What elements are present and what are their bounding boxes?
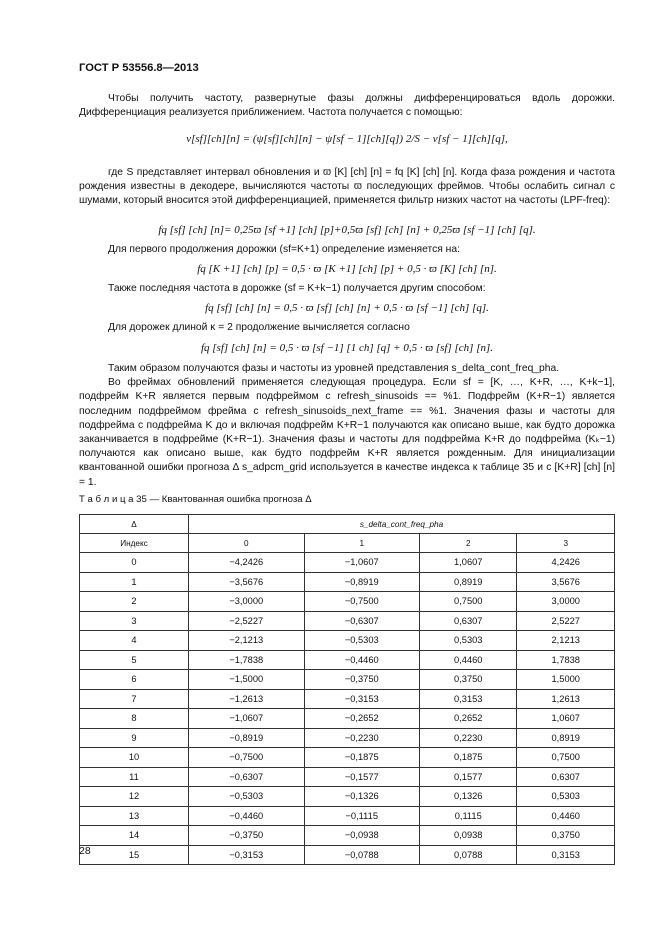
col-header: 3 <box>517 534 615 553</box>
table-cell: 7 <box>80 689 189 709</box>
table-cell: 0,0938 <box>420 826 517 846</box>
col-header: 1 <box>304 534 420 553</box>
table-cell: 2 <box>80 592 189 612</box>
table-cell: 0,4460 <box>517 806 615 826</box>
table-cell: −0,7500 <box>304 592 420 612</box>
table-cell: −1,2613 <box>189 689 305 709</box>
table-row <box>80 728 615 748</box>
paragraph-6 <box>79 362 615 490</box>
table-row <box>80 748 615 768</box>
table-cell: 0,2230 <box>420 728 517 748</box>
paragraph-2 <box>79 166 615 209</box>
table-cell: 0,1875 <box>420 748 517 768</box>
table-cell: 0,3153 <box>517 845 615 865</box>
table-cell: −0,1875 <box>304 748 420 768</box>
table-cell: 0,7500 <box>517 748 615 768</box>
table-cell: 2,1213 <box>517 631 615 651</box>
table-cell: −0,4460 <box>189 806 305 826</box>
table-cell: −1,0607 <box>304 553 420 573</box>
table-cell: −1,5000 <box>189 670 305 690</box>
page-number: 28 <box>79 845 91 857</box>
table-cell: −0,3750 <box>304 670 420 690</box>
table-cell: 0,3750 <box>420 670 517 690</box>
table-cell: −1,7838 <box>189 650 305 670</box>
paragraph-text: Таким образом получаются фазы и частоты из уровней представления s_delta_cont_freq_pha. <box>108 363 560 374</box>
quantized-error-table <box>79 514 615 865</box>
col-header: 0 <box>189 534 305 553</box>
table-cell: −3,5676 <box>189 572 305 592</box>
table-row <box>80 787 615 807</box>
table-cell: 4,2426 <box>517 553 615 573</box>
paragraph-text: Для первого продолжения дорожки (sf=K+1) определение изменяется на: <box>108 244 460 255</box>
table-row <box>80 592 615 612</box>
table-cell: 1,7838 <box>517 650 615 670</box>
table-cell: 0,0788 <box>420 845 517 865</box>
table-cell: 14 <box>80 826 189 846</box>
table-cell: −0,7500 <box>189 748 305 768</box>
table-row <box>80 806 615 826</box>
table-row <box>80 689 615 709</box>
paragraph-5 <box>79 321 615 335</box>
table-cell: −0,8919 <box>304 572 420 592</box>
table-cell: 1,0607 <box>517 709 615 729</box>
paragraph-text: где S представляет интервал обновления и ϖ [K] [ch] [n] = fq [K] [ch] [n]. Когда фаза рождения и частота рождения известны в декодере, вычисляются частоты ϖ последующих фреймов. Чтобы ослабить сигнал с шумами, который вносится этой дифференциацией, применяется фильтр низких частот на частоты (LPF-freq): <box>79 167 615 207</box>
table-cell: 0,4460 <box>420 650 517 670</box>
paragraph-4 <box>79 282 615 296</box>
document-header: ГОСТ Р 53556.8—2013 <box>79 62 199 74</box>
table-cell: 4 <box>80 631 189 651</box>
table-cell: 0,5303 <box>420 631 517 651</box>
table-cell: 1 <box>80 572 189 592</box>
table-cell: −0,0788 <box>304 845 420 865</box>
table-cell: −0,1326 <box>304 787 420 807</box>
table-cell: 0 <box>80 553 189 573</box>
delta-header: Δ <box>80 515 189 534</box>
table-cell: −0,4460 <box>304 650 420 670</box>
table-cell: 12 <box>80 787 189 807</box>
table-cell: 0,7500 <box>420 592 517 612</box>
table-cell: 0,1326 <box>420 787 517 807</box>
table-cell: 0,8919 <box>517 728 615 748</box>
table-cell: 1,5000 <box>517 670 615 690</box>
paragraph-text: Во фреймах обновлений применяется следующая процедура. Если sf = [K, …, K+R, …, K+k−1], подфрейм K+R является первым подфреймом с refresh_sinusoids == %1. Подфрейм (K+R−1) является последним подфреймом фрейма с refresh_sinusoids_next_frame == %1. Значения фазы и частоты для подфрейма с подфрейма K до и включая подфрейм K+R−1 получаются как описано выше, как будто дорожка заканчивается в подфрейме (K+R−1). Значения фазы и частоты для подфрейма K+R до подфрейма (Kₖ−1) получаются как описано выше, как будто подфрейм K+R является рожденным. Для инициализации квантованной ошибки прогноза Δ s_adpcm_grid используется в качестве индекса к таблице 35 и с [K+R] [ch] [n] = 1. <box>79 377 615 488</box>
table-cell: 1,0607 <box>420 553 517 573</box>
table-cell: −0,3153 <box>304 689 420 709</box>
table-row <box>80 767 615 787</box>
table-cell: 0,1115 <box>420 806 517 826</box>
table-cell: 15 <box>80 845 189 865</box>
table-cell: 9 <box>80 728 189 748</box>
formula-lpf: fq [sf] [ch] [n]= 0,25ϖ [sf +1] [ch] [p]+0,5ϖ [sf] [ch] [n] + 0,25ϖ [sf −1] [ch] [q]. <box>158 224 536 236</box>
table-cell: −0,6307 <box>304 611 420 631</box>
table-cell: 0,3153 <box>420 689 517 709</box>
table-row <box>80 845 615 865</box>
table-row <box>80 611 615 631</box>
table-cell: 5 <box>80 650 189 670</box>
table-cell: −0,1115 <box>304 806 420 826</box>
col-header: 2 <box>420 534 517 553</box>
paragraph-text: Чтобы получить частоту, развернутые фазы должны дифференцироваться вдоль дорожки. Дифференциация реализуется приближением. Частота получается с помощью: <box>79 93 615 119</box>
formula-last-frequency: fq [sf] [ch] [n] = 0,5 · ϖ [sf] [ch] [n] + 0,5 · ϖ [sf −1] [ch] [q]. <box>205 302 489 314</box>
table-row <box>80 572 615 592</box>
table-cell: 0,6307 <box>517 767 615 787</box>
formula-short-track: fq [sf] [ch] [n] = 0,5 · ϖ [sf −1] [1 ch] [q] + 0,5 · ϖ [sf] [ch] [n]. <box>200 342 494 354</box>
paragraph-3 <box>79 243 615 257</box>
table-cell: −0,2652 <box>304 709 420 729</box>
table-caption: Т а б л и ц а 35 — Квантованная ошибка прогноза Δ <box>79 494 312 505</box>
table-cell: −0,6307 <box>189 767 305 787</box>
table-cell: −3,0000 <box>189 592 305 612</box>
table-cell: 11 <box>80 767 189 787</box>
paragraph-text: Для дорожек длиной κ = 2 продолжение вычисляется согласно <box>108 322 410 333</box>
table-cell: 3,0000 <box>517 592 615 612</box>
table-cell: −0,2230 <box>304 728 420 748</box>
table-cell: 3 <box>80 611 189 631</box>
table-cell: 1,2613 <box>517 689 615 709</box>
table-cell: −1,0607 <box>189 709 305 729</box>
table-cell: 0,1577 <box>420 767 517 787</box>
table-cell: −0,1577 <box>304 767 420 787</box>
table-cell: 0,8919 <box>420 572 517 592</box>
formula-first-continuation: fq [K +1] [ch] [p] = 0,5 · ϖ [K +1] [ch] [p] + 0,5 · ϖ [K] [ch] [n]. <box>197 263 497 275</box>
table-row <box>80 709 615 729</box>
table-row <box>80 650 615 670</box>
table-cell: −0,3750 <box>189 826 305 846</box>
table-cell: −2,1213 <box>189 631 305 651</box>
table-cell: 2,5227 <box>517 611 615 631</box>
table-cell: −0,0938 <box>304 826 420 846</box>
table-cell: 0,3750 <box>517 826 615 846</box>
table-cell: 0,2652 <box>420 709 517 729</box>
table-row <box>80 670 615 690</box>
table-cell: −0,5303 <box>304 631 420 651</box>
table-cell: 6 <box>80 670 189 690</box>
formula-frequency: v[sf][ch][n] = (ψ[sf][ch][n] − ψ[sf − 1][ch][q]) 2/S − v[sf − 1][ch][q], <box>186 133 508 145</box>
table-cell: 0,6307 <box>420 611 517 631</box>
table-cell: 8 <box>80 709 189 729</box>
paragraph-1 <box>79 92 615 120</box>
table-row <box>80 631 615 651</box>
table-row <box>80 553 615 573</box>
table-cell: −2,5227 <box>189 611 305 631</box>
table-row <box>80 826 615 846</box>
table-cell: 10 <box>80 748 189 768</box>
group-header: s_delta_cont_freq_pha <box>189 515 615 534</box>
paragraph-text: Также последняя частота в дорожке (sf = K+k−1) получается другим способом: <box>108 283 486 294</box>
table-cell: −0,3153 <box>189 845 305 865</box>
index-header: Индекс <box>80 534 189 553</box>
table-cell: −0,8919 <box>189 728 305 748</box>
table-cell: −4,2426 <box>189 553 305 573</box>
table-cell: 3,5676 <box>517 572 615 592</box>
table-cell: 0,5303 <box>517 787 615 807</box>
table-cell: 13 <box>80 806 189 826</box>
table-cell: −0,5303 <box>189 787 305 807</box>
